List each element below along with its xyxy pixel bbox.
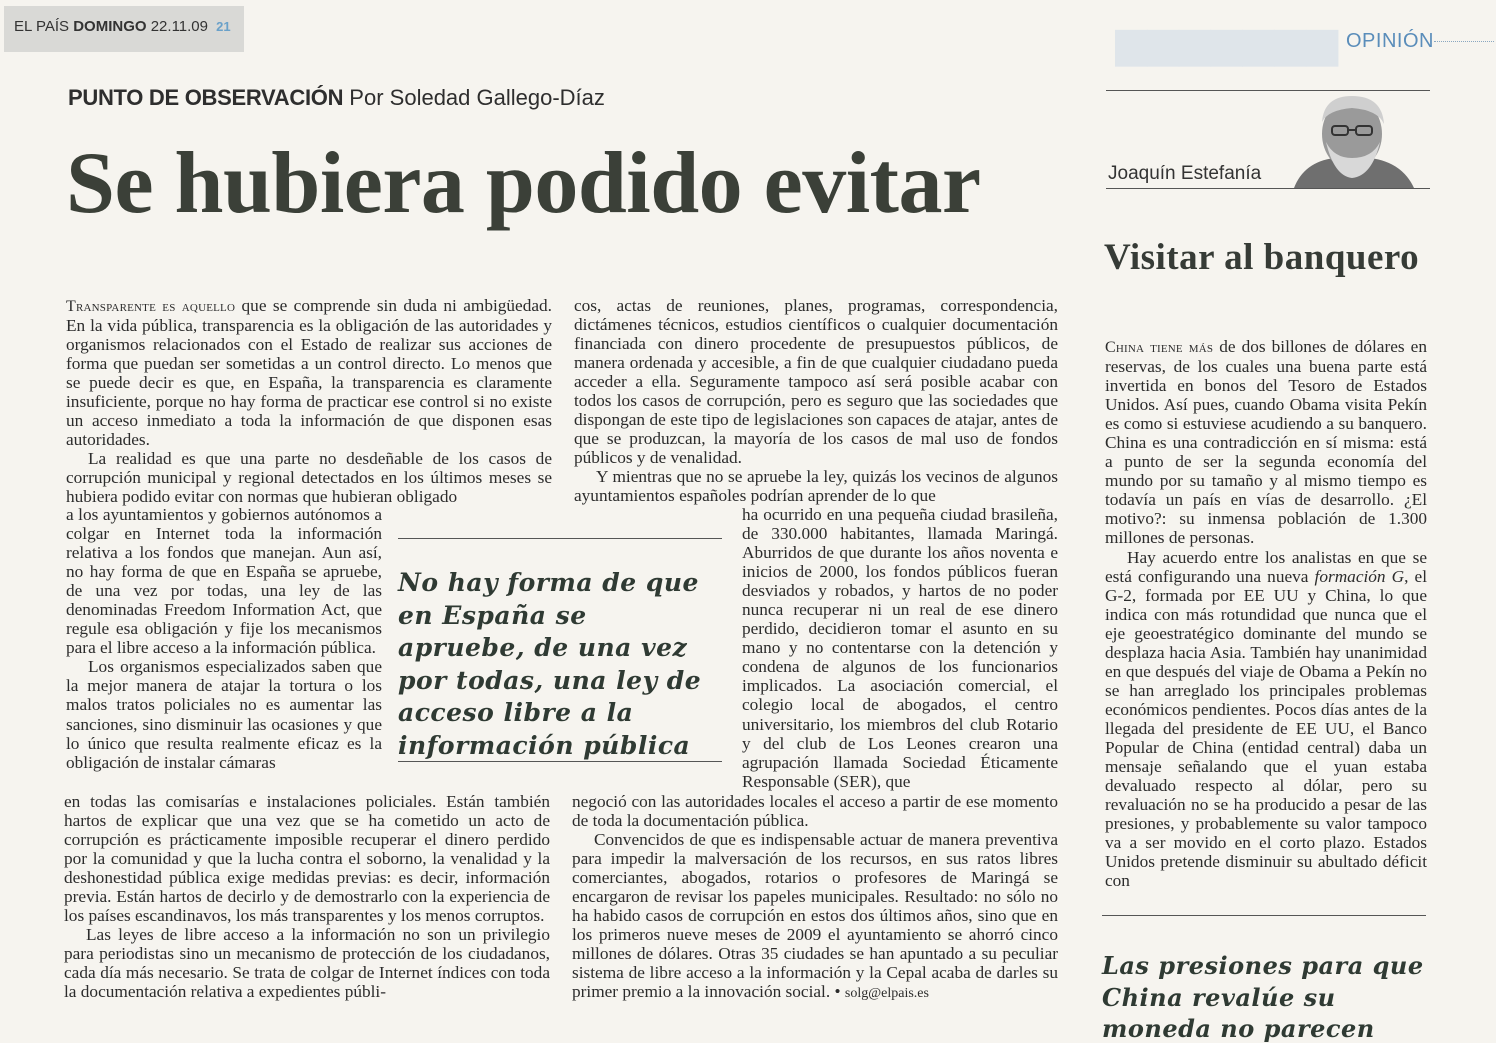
paragraph: ha ocurrido en una pequeña ciudad brasileña, de 330.000 habitantes, llamada Maringá. Aburridos de que durante los años noventa e inicios de 2000, los fondos públicos fueran desviados y robados, y hartos de no poder nunca recuperar ni un real de ese dinero perdido, decidieron tomar el asunto en su mano y no contentarse con la detención y condena de algunos de los funcionarios implicados. La asociación comercial, el colegio local de abogados, el centro universitario, los miembros del club Rotario y del club de Los Leones crearon una agrupación llamada Sociedad Éticamente Responsable (SER), que xyxy=(742,505,1058,791)
column-1-top xyxy=(66,296,552,507)
author-name: Soledad Gallego-Díaz xyxy=(389,85,605,110)
paragraph: Las leyes de libre acceso a la información no son un privilegio para periodistas sino un mecanismo de protección de los ciudadanos, cada día más necesario. Se trata de colgar de Internet índices con toda la documentación relativa a expedientes públi- xyxy=(64,925,550,1002)
author-prefix: Por xyxy=(349,85,384,110)
paragraph: Hay acuerdo entre los analistas en que se está configurando una nueva formación G, el G-2, formada por EE UU y China, lo que indica con más rotundidad que nunca que el eje geoestratégico dominante del mundo se desplaza hacia Asia. También hay unanimidad en que después del viaje de Obama a Pekín no se han arreglado los principales problemas económicos pendientes. Pocos días antes de la llegada del presidente de EE UU, el Banco Popular de China (entidad central) daba un mensaje señalando que el yuan estaba devaluado respecto al dólar, pero su revaluación no se ha producido a pesar de las presiones, y probablemente su valor tampoco va a ser movido en el corto plazo. Estados Unidos pretende disminuir su abultado déficit con xyxy=(1105,547,1428,891)
pullquote-rule-top xyxy=(398,538,722,539)
column-1-bottom xyxy=(64,792,550,1002)
column-1-narrow xyxy=(66,505,382,772)
column-2-top xyxy=(574,296,1058,506)
right-pull-quote: Las presiones para que China revalúe su moneda no parecen xyxy=(1102,951,1424,1043)
paragraph: Los organismos especializados saben que la mejor manera de atajar la tortura o los malos tratos policiales no es aumentar las sanciones, sino disminuir las ocasiones y que lo único que resulta realmente eficaz es la obligación de instalar cámaras xyxy=(66,657,382,772)
right-pullquote-rule xyxy=(1102,915,1426,916)
paper-name: EL PAÍS xyxy=(14,18,70,35)
column-kicker xyxy=(68,85,605,111)
day-label: DOMINGO xyxy=(73,18,147,35)
right-rule-top xyxy=(1106,90,1430,91)
paragraph: a los ayuntamientos y gobiernos autónomos a colgar en Internet toda la información relativa a los fondos que manejan. Aun así, no hay forma de que en España se apruebe, de una vez por todas, una ley de las denominadas Freedom Information Act, que regule esa obligación y fije los mecanismos para el libre acceso a la información pública. xyxy=(66,505,382,658)
pull-quote: No hay forma de que en España se apruebe, de una vez por todas, una ley de acceso libre a la información pública xyxy=(398,568,702,760)
paragraph: Transparente es aquello que se comprende sin duda ni ambigüedad. En la vida pública, transparencia es la obligación de las autoridades y organismos relacionados con el Estado de realizar sus acciones de forma que puedan ser sometidas a un control directo. Lo menos que se puede decir es que, en España, la transparencia es claramente insuficiente, porque no hay forma de practicar ese control si no existe un acceso inmediato a toda la información de que disponen esas autoridades. xyxy=(66,296,553,450)
bullet: • xyxy=(834,982,841,1002)
paragraph: cos, actas de reuniones, planes, programas, correspondencia, dictámenes técnicos, estudios científicos o cualquier documentación financiada con dinero procedente de presupuestos públicos, de manera ordenada y accesible, a fin de que cualquier ciudadano pueda acceder a ella. Seguramente tampoco así será posible acabar con todos los casos de corrupción, pero es seguro que las sociedades que dispongan de este tipo de legislaciones son capaces de atajar, antes de que se produzcan, la mayoría de los casos de mal uso de fondos públicos y de venalidad. xyxy=(574,296,1058,468)
paragraph: Convencidos de que es indispensable actuar de manera preventiva para impedir la malversación de los recursos, en sus ratos libres comerciantes, abogados, rotarios o profesores de Maringá se encargaron de revisar los papeles municipales. Resultado: no sólo no ha habido casos de corrupción en estos dos últimos años, sino que en los primeros nueve meses de 2009 el ayuntamiento se ahorró cinco millones de dólares. Otras 35 ciudades se han apuntado a su peculiar sistema de libre acceso a la información y la Cepal acaba de darles su primer premio a la innovación social. • solg@elpais.es xyxy=(572,830,1058,1002)
issue-date: 22.11.09 xyxy=(150,18,208,35)
lead-in: China tiene más xyxy=(1105,339,1214,356)
right-author-name: Joaquín Estefanía xyxy=(1108,163,1262,184)
pullquote-rule-bottom xyxy=(398,761,722,762)
paragraph: negoció con las autoridades locales el acceso a partir de ese momento de toda la documentación pública. xyxy=(572,792,1058,831)
author-portrait xyxy=(1274,92,1430,188)
masthead xyxy=(4,6,244,52)
lead-in: Transparente es aquello xyxy=(66,298,236,315)
column-2-bottom xyxy=(572,792,1058,1004)
right-column-text xyxy=(1105,337,1427,890)
paragraph: La realidad es que una parte no desdeñable de los casos de corrupción municipal y regional detectados en los últimos meses se hubiera podido evitar con normas que hubieran obligado xyxy=(66,449,552,507)
headline: Se hubiera podido evitar xyxy=(66,135,981,232)
column-2-narrow xyxy=(742,505,1058,791)
paragraph: China tiene más de dos billones de dólares en reservas, de los cuales una buena parte está invertida en bonos del Tesoro de Estados Unidos. Así pues, cuando Obama visita Pekín es como si estuviese acudiendo a su banquero. China es una contradicción en sí misma: está a punto de ser la segunda economía del mundo por su tamaño y al mismo tiempo es todavía un país en vías de desarrollo. ¿El motivo?: su inmensa población de 1.300 millones de personas. xyxy=(1105,337,1427,548)
page-number: 21 xyxy=(216,19,231,34)
paragraph: Y mientras que no se apruebe la ley, quizás los vecinos de algunos ayuntamientos españoles podrían aprender de lo que xyxy=(574,467,1058,506)
paragraph: en todas las comisarías e instalaciones policiales. Están también hartos de explicar que una vez que se ha cometido un acto de corrupción es prácticamente imposible recuperar el dinero perdido por la comunidad y que la lucha contra el soborno, la venalidad y la deshonestidad pública exige medidas previas: es decir, información previa. Están hartos de decirlo y de demostrarlo con la experiencia de los países escandinavos, los más transparentes y los menos corruptos. xyxy=(64,792,550,926)
section-label: OPINIÓN xyxy=(1346,30,1434,52)
bleed-through-shadow: ▆▆▆▆▆▆▆ xyxy=(1116,21,1339,65)
right-headline: Visitar al banquero xyxy=(1104,237,1420,278)
section-rule xyxy=(1434,41,1494,42)
right-rule-byline xyxy=(1106,188,1430,189)
author-email: solg@elpais.es xyxy=(844,986,929,1002)
column-name: PUNTO DE OBSERVACIÓN xyxy=(68,85,344,110)
